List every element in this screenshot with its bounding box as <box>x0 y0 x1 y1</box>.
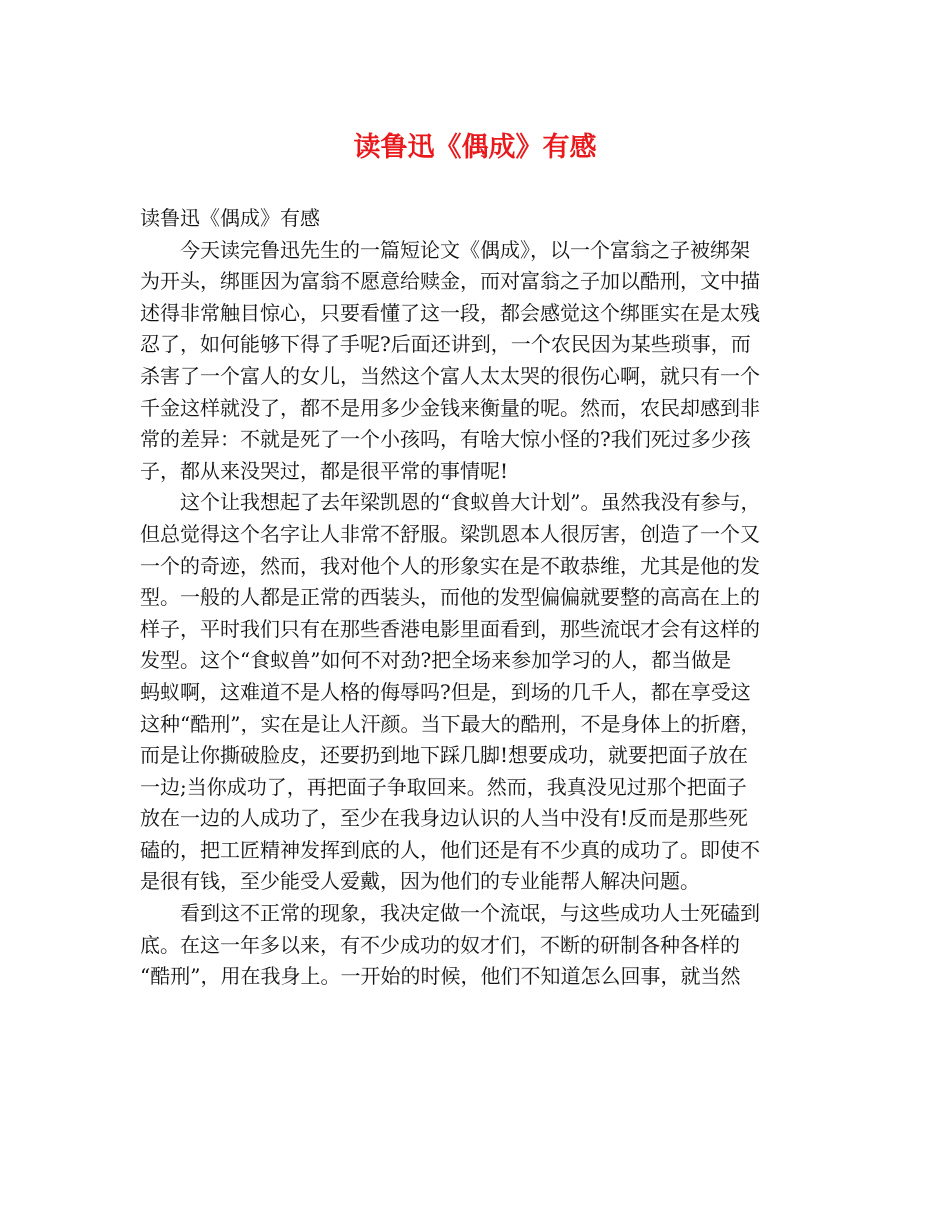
body-line: 常的差异：不就是死了一个小孩吗，有啥大惊小怪的?我们死过多少孩 <box>140 427 751 452</box>
body-line: 述得非常触目惊心，只要看懂了这一段，都会感觉这个绑匪实在是太残 <box>140 300 760 325</box>
body-line: 看到这不正常的现象，我决定做一个流氓，与这些成功人士死磕到 <box>140 901 760 926</box>
body-line: 是很有钱，至少能受人爱戴，因为他们的专业能帮人解决问题。 <box>140 869 700 894</box>
body-line: 磕的，把工匠精神发挥到底的人，他们还是有不少真的成功了。即使不 <box>140 837 760 862</box>
body-line: “酷刑”，用在我身上。一开始的时候，他们不知道怎么回事，就当然 <box>140 964 741 989</box>
body-line: 样子，平时我们只有在那些香港电影里面看到，那些流氓才会有这样的 <box>140 616 760 641</box>
document-title: 读鲁迅《偶成》有感 <box>353 132 597 163</box>
body-line: 千金这样就没了，都不是用多少金钱来衡量的呢。然而，农民却感到非 <box>140 395 760 420</box>
body-line: 这个让我想起了去年梁凯恩的“食蚁兽大计划”。虽然我没有参与， <box>140 490 761 515</box>
body-line: 杀害了一个富人的女儿，当然这个富人太太哭的很伤心啊，就只有一个 <box>140 363 760 388</box>
body-line: 而是让你撕破脸皮，还要扔到地下踩几脚!想要成功，就要把面子放在 <box>140 743 749 768</box>
document-body <box>140 203 816 993</box>
body-line: 这种“酷刑”，实在是让人汗颜。当下最大的酷刑，不是身体上的折磨， <box>140 711 761 736</box>
body-line: 为开头，绑匪因为富翁不愿意给赎金，而对富翁之子加以酷刑，文中描 <box>140 269 760 294</box>
body-line: 一个的奇迹，然而，我对他个人的形象实在是不敢恭维，尤其是他的发 <box>140 553 760 578</box>
body-line: 底。在这一年多以来，有不少成功的奴才们，不断的研制各种各样的 <box>140 932 740 957</box>
body-line: 忍了，如何能够下得了手呢?后面还讲到，一个农民因为某些琐事，而 <box>140 332 751 357</box>
body-line: 蚂蚁啊，这难道不是人格的侮辱吗?但是，到场的几千人，都在享受这 <box>140 679 751 704</box>
body-line: 子，都从来没哭过，都是很平常的事情呢! <box>140 458 509 483</box>
body-line: 读鲁迅《偶成》有感 <box>140 206 320 230</box>
body-line: 型。一般的人都是正常的西装头，而他的发型偏偏就要整的高高在上的 <box>140 585 760 610</box>
body-line: 今天读完鲁迅先生的一篇短论文《偶成》，以一个富翁之子被绑架 <box>140 237 750 262</box>
body-line: 但总觉得这个名字让人非常不舒服。梁凯恩本人很厉害，创造了一个又 <box>140 521 760 546</box>
body-line: 放在一边的人成功了，至少在我身边认识的人当中没有!反而是那些死 <box>140 806 749 831</box>
body-line: 发型。这个“食蚁兽”如何不对劲?把全场来参加学习的人，都当做是 <box>140 648 732 673</box>
body-line: 一边;当你成功了，再把面子争取回来。然而，我真没见过那个把面子 <box>140 774 747 799</box>
